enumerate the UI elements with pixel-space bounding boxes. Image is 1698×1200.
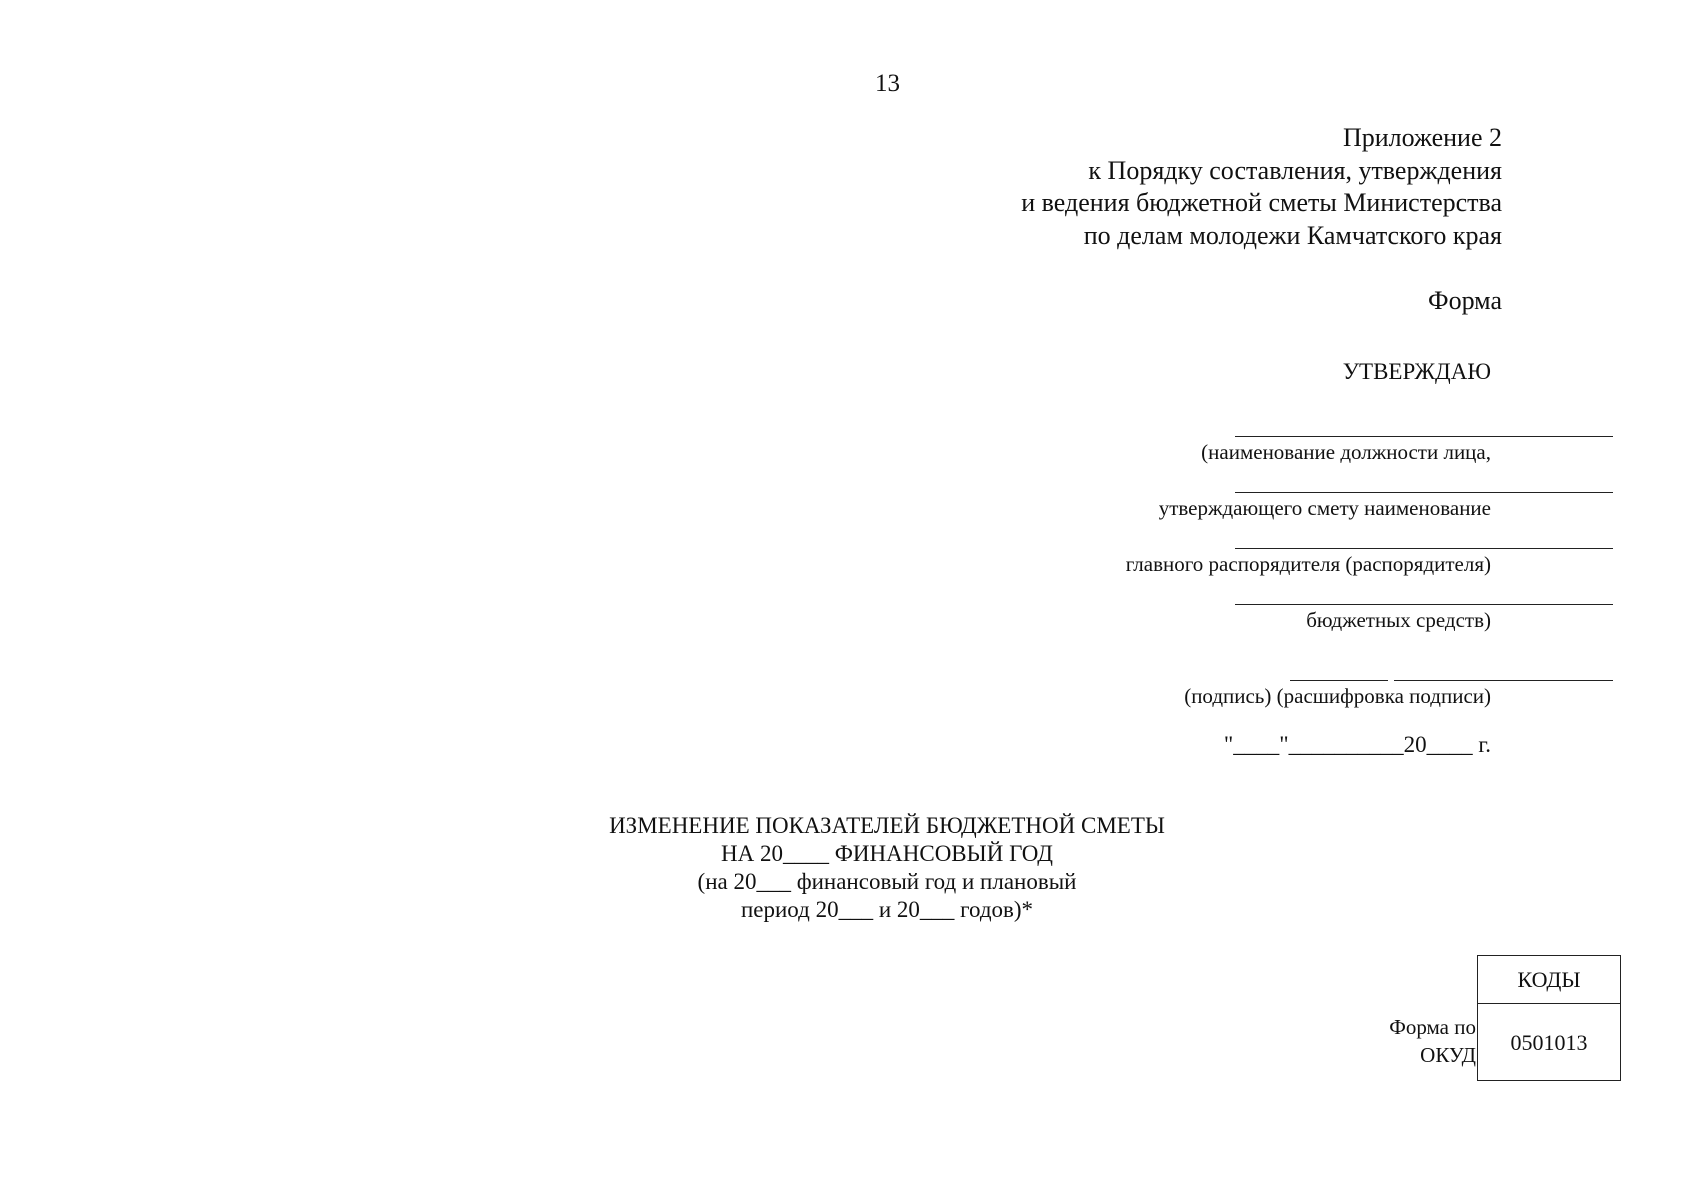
document-heading	[587, 812, 1187, 924]
heading-line-4: период 20___ и 20___ годов)*	[740, 897, 1034, 922]
appendix-line-4: по делам молодежи Камчатского края	[1083, 220, 1502, 250]
okud-label-line-2: ОКУД	[1420, 1043, 1476, 1067]
position-name-line	[1235, 436, 1613, 437]
approver-line	[1235, 492, 1613, 493]
position-name-caption: (наименование должности лица,	[1201, 440, 1491, 464]
codes-table	[1477, 955, 1621, 1081]
appendix-line-3: и ведения бюджетной сметы Министерства	[1021, 188, 1502, 217]
form-label: Форма	[1428, 286, 1502, 315]
signature-decoding-line	[1394, 680, 1613, 681]
approval-title: УТВЕРЖДАЮ	[1342, 359, 1491, 384]
signature-line	[1290, 680, 1388, 681]
okud-code-value: 0501013	[1510, 1029, 1588, 1055]
page-number: 13	[875, 70, 900, 97]
approver-caption: утверждающего смету наименование	[1158, 496, 1491, 520]
budget-funds-line	[1235, 604, 1613, 605]
approval-date-line: "____"__________20____ г.	[1223, 732, 1491, 757]
manager-caption: главного распорядителя (распорядителя)	[1125, 552, 1491, 576]
appendix-reference	[1021, 122, 1502, 252]
manager-line	[1235, 548, 1613, 549]
heading-line-3: (на 20___ финансовый год и плановый	[697, 869, 1077, 894]
okud-label	[1336, 1013, 1476, 1069]
heading-line-2: НА 20____ ФИНАНСОВЫЙ ГОД	[721, 841, 1053, 866]
okud-label-line-1: Форма по	[1389, 1015, 1476, 1039]
budget-funds-caption: бюджетных средств)	[1306, 608, 1491, 632]
appendix-line-2: к Порядку составления, утверждения	[1088, 155, 1502, 185]
signature-caption: (подпись) (расшифровка подписи)	[1184, 684, 1491, 708]
appendix-line-1: Приложение 2	[1342, 123, 1502, 152]
codes-header: КОДЫ	[1478, 956, 1620, 1004]
heading-line-1: ИЗМЕНЕНИЕ ПОКАЗАТЕЛЕЙ БЮДЖЕТНОЙ СМЕТЫ	[609, 813, 1165, 838]
